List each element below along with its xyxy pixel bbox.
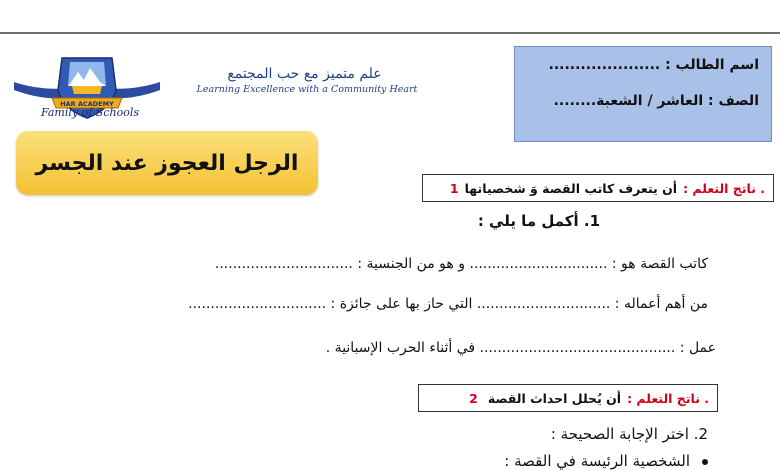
logo-ribbon-text: HAR ACADEMY <box>60 100 114 108</box>
family-of-schools-tag: Family of Schools <box>40 106 139 119</box>
student-name-field[interactable]: اسم الطالب : ..................... <box>548 57 759 73</box>
outcome-1-text: أن يتعرف كاتب القصة وَ شخصياتها <box>464 180 678 196</box>
bullet-icon <box>702 459 708 465</box>
question-1-heading: 1. أكمل ما يلي : <box>477 212 600 230</box>
outcome-2-prefix: . ناتج التعلم : <box>627 390 709 406</box>
question-1-line-1[interactable]: كاتب القصة هو : ............................... و هو من الجنسية : ............................... <box>214 256 708 272</box>
outcome-1-number: 1 <box>449 180 459 196</box>
student-class-field[interactable]: الصف : العاشر / الشعبة........ <box>553 93 759 109</box>
question-1-line-2[interactable]: من أهم أعماله : .............................. التي حاز بها على جائزة : ............................... <box>188 296 708 312</box>
outcome-1-prefix: . ناتج التعلم : <box>683 180 765 196</box>
top-divider <box>0 32 780 34</box>
learning-outcome-1 <box>422 174 774 202</box>
student-info-box <box>514 46 772 142</box>
school-motto-arabic: علم متميز مع حب المجتمع <box>227 66 382 82</box>
worksheet-title-banner <box>16 131 318 195</box>
school-motto-english: Learning Excellence with a Community Heart <box>196 84 418 95</box>
worksheet-title: الرجل العجوز عند الجسر <box>35 150 299 176</box>
question-2-item-1-text: الشخصية الرئيسة في القصة : <box>504 452 690 470</box>
question-2-heading: 2. اختر الإجابة الصحيحة : <box>550 425 708 443</box>
question-2-item-1 <box>504 452 708 470</box>
outcome-2-number: 2 <box>469 390 478 406</box>
question-1-line-3[interactable]: عمل : ............................................ في أثناء الحرب الإسبانية . <box>325 340 716 356</box>
learning-outcome-2 <box>418 384 718 412</box>
outcome-2-text: أن يُحلل احداث القصة <box>487 390 622 406</box>
